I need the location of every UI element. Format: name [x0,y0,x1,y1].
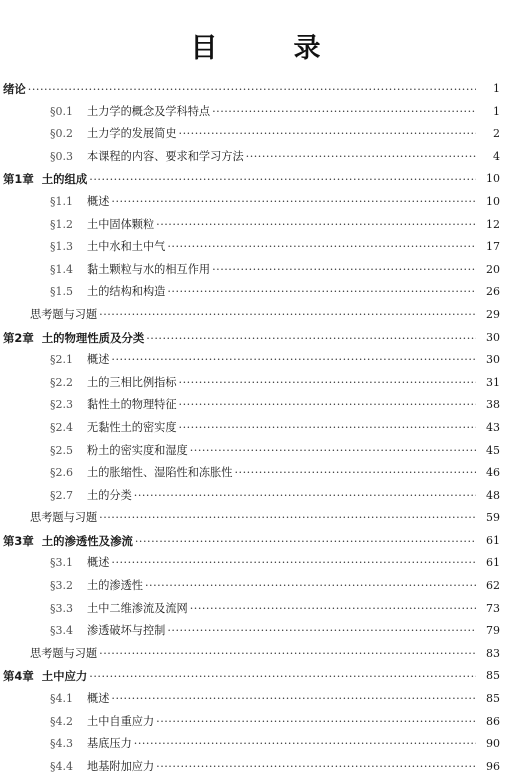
entry-label: 思考题与习题 [30,646,98,660]
toc-entry-text [50,462,476,485]
leader-dots [167,281,476,304]
entry-label: 地基附加应力 [87,759,155,773]
page-title-char-2: 录 [293,33,323,64]
entry-label: 土的结构和构造 [87,285,166,299]
toc-entry-title [50,146,246,169]
chapter-number: 第4章 [3,669,34,684]
section-number: §1.2 [50,217,73,231]
page-number: 61 [486,533,500,547]
section-number: §2.1 [50,353,73,367]
toc-entry-title [30,304,99,327]
toc-entry-title [50,552,111,575]
toc-entry-text [50,101,476,124]
leader-dots [190,598,476,621]
leader-dots [212,259,476,282]
toc-section-entry[interactable] [0,191,513,214]
leader-dots [167,620,476,643]
page-number: 85 [486,692,500,706]
section-number: §1.5 [50,285,73,299]
toc-section-entry[interactable] [0,733,513,756]
leader-dots [134,485,476,508]
toc-entry-title [50,259,212,282]
toc-entry-text [50,756,476,778]
toc-entry-text [50,236,476,259]
entry-label: 基底压力 [87,737,132,751]
toc-entry-text [3,665,476,688]
section-number: §4.3 [50,737,73,751]
toc-entry-title [50,598,190,621]
toc-entry-title [3,78,28,101]
page-number: 4 [493,149,500,163]
page-number: 17 [486,240,500,254]
leader-dots [111,191,476,214]
toc-entry-text [50,598,476,621]
toc-entry-title [50,101,212,124]
page-number: 83 [486,646,500,660]
section-number: §0.2 [50,127,73,141]
toc-section-entry[interactable] [0,236,513,259]
toc-entry-text [50,485,476,508]
page-number: 48 [486,488,500,502]
toc-entry-text [50,191,476,214]
toc-entry-text [50,281,476,304]
toc-section-entry[interactable] [0,259,513,282]
toc-entry-title [50,688,111,711]
toc-section-entry[interactable] [0,417,513,440]
page-number: 30 [486,353,500,367]
section-number: §3.1 [50,556,73,570]
toc-entry-title [50,349,111,372]
toc-section-entry[interactable] [0,440,513,463]
toc-entry-text [50,349,476,372]
leader-dots [190,440,476,463]
entry-label: 本课程的内容、要求和学习方法 [87,149,244,163]
entry-label: 土的物理性质及分类 [41,330,145,345]
section-number: §1.1 [50,194,73,208]
leader-dots [89,666,476,688]
toc-exercise-entry[interactable] [0,507,513,530]
leader-dots [135,531,476,553]
toc-entry-title [50,440,190,463]
page-number: 38 [486,398,500,412]
entry-label: 无黏性土的密实度 [87,420,177,434]
toc-entry-text [30,643,476,666]
section-number: §2.6 [50,466,73,480]
page-number: 43 [486,420,500,434]
toc-entry-text [50,440,476,463]
toc-entry-title [50,236,167,259]
page-title [0,26,513,65]
toc-section-entry[interactable] [0,575,513,598]
toc-chapter-entry[interactable] [0,168,513,191]
leader-dots [179,417,476,440]
toc-section-entry[interactable] [0,620,513,643]
page-number: 10 [486,194,500,208]
leader-dots [156,711,476,734]
entry-label: 黏土颗粒与水的相互作用 [87,262,211,276]
toc-entry-text [50,711,476,734]
toc-section-entry[interactable] [0,146,513,169]
toc-entry-title [50,711,156,734]
table-of-contents [0,78,513,778]
toc-entry-title [50,733,134,756]
toc-section-entry[interactable] [0,101,513,124]
page-number: 59 [486,511,500,525]
toc-section-entry[interactable] [0,688,513,711]
page-number: 86 [486,714,500,728]
page-number: 90 [486,737,500,751]
entry-label: 土的组成 [41,172,88,187]
entry-label: 土中固体颗粒 [87,217,155,231]
toc-section-entry[interactable] [0,123,513,146]
entry-label: 土的分类 [87,488,132,502]
leader-dots [179,123,476,146]
entry-label: 土中水和土中气 [87,240,166,254]
leader-dots [99,643,476,666]
page-number: 2 [493,127,500,141]
entry-label: 概述 [87,692,110,706]
entry-label: 概述 [87,194,110,208]
entry-label: 土的渗透性及渗流 [41,533,133,548]
toc-chapter-entry[interactable] [0,530,513,553]
toc-entry-title [50,485,134,508]
toc-entry-text [50,417,476,440]
leader-dots [156,756,476,778]
section-number: §1.4 [50,262,73,276]
leader-dots [145,575,476,598]
toc-entry-title [50,281,167,304]
toc-section-entry[interactable] [0,394,513,417]
section-number: §2.3 [50,398,73,412]
entry-label: 粉土的密实度和湿度 [87,443,188,457]
toc-entry-text [50,146,476,169]
leader-dots [212,101,476,124]
leader-dots [89,169,476,191]
leader-dots [99,304,476,327]
page-number: 10 [486,172,500,186]
entry-label: 土中应力 [41,669,88,684]
leader-dots [179,372,476,395]
toc-entry-text [50,688,476,711]
entry-label: 土中自重应力 [87,714,155,728]
toc-entry-title [3,168,89,191]
page-number: 20 [486,262,500,276]
toc-section-entry[interactable] [0,349,513,372]
toc-exercise-entry[interactable] [0,643,513,666]
toc-entry-title [50,620,167,643]
leader-dots [99,507,476,530]
toc-section-entry[interactable] [0,711,513,734]
toc-section-entry[interactable] [0,552,513,575]
toc-entry-title [50,756,156,778]
toc-section-entry[interactable] [0,485,513,508]
section-number: §0.3 [50,149,73,163]
toc-chapter-entry[interactable] [0,327,513,350]
page-number: 30 [486,330,500,344]
section-number: §2.7 [50,488,73,502]
section-number: §4.4 [50,759,73,773]
toc-section-entry[interactable] [0,598,513,621]
chapter-number: 第1章 [3,172,34,187]
chapter-number: 第2章 [3,330,34,345]
entry-label: 概述 [87,556,110,570]
entry-label: 黏性土的物理特征 [87,398,177,412]
page-number: 29 [486,307,500,321]
toc-chapter-entry[interactable] [0,78,513,101]
entry-label: 土的胀缩性、湿陷性和冻胀性 [87,466,233,480]
toc-entry-text [30,507,476,530]
toc-entry-text [50,552,476,575]
toc-entry-text [3,327,476,350]
page-number: 62 [486,579,500,593]
toc-entry-text [3,530,476,553]
entry-label: 绪论 [3,82,26,96]
leader-dots [179,394,476,417]
section-number: §3.4 [50,624,73,638]
page-number: 79 [486,624,500,638]
entry-label: 渗透破坏与控制 [87,624,166,638]
section-number: §2.2 [50,375,73,389]
leader-dots [111,552,476,575]
toc-entry-text [50,733,476,756]
entry-label: 概述 [87,353,110,367]
section-number: §1.3 [50,240,73,254]
page-number: 31 [486,375,500,389]
entry-label: 土中二维渗流及流网 [87,601,188,615]
entry-label: 土的渗透性 [87,579,143,593]
toc-entry-title [50,214,156,237]
toc-section-entry[interactable] [0,462,513,485]
leader-dots [234,462,476,485]
toc-section-entry[interactable] [0,214,513,237]
section-number: §3.3 [50,601,73,615]
toc-entry-title [50,575,145,598]
page-number: 96 [486,759,500,773]
page-number: 61 [486,556,500,570]
toc-entry-title [50,417,179,440]
toc-entry-text [50,394,476,417]
toc-entry-text [30,304,476,327]
toc-entry-title [50,462,234,485]
toc-entry-text [50,214,476,237]
entry-label: 思考题与习题 [30,511,98,525]
toc-section-entry[interactable] [0,756,513,778]
section-number: §2.4 [50,420,73,434]
toc-entry-text [50,372,476,395]
toc-entry-title [50,372,179,395]
toc-entry-text [50,259,476,282]
leader-dots [246,146,476,169]
toc-entry-title [50,123,179,146]
section-number: §4.2 [50,714,73,728]
entry-label: 土力学的概念及学科特点 [87,104,211,118]
section-number: §0.1 [50,104,73,118]
leader-dots [156,214,476,237]
section-number: §3.2 [50,579,73,593]
toc-entry-title [30,507,99,530]
toc-entry-text [50,575,476,598]
page-title-char-1: 目 [190,33,220,64]
page-number: 85 [486,669,500,683]
chapter-number: 第3章 [3,533,34,548]
leader-dots [146,328,476,350]
toc-entry-title [50,394,179,417]
toc-entry-text [3,168,476,191]
leader-dots [111,349,476,372]
entry-label: 思考题与习题 [30,307,98,321]
section-number: §2.5 [50,443,73,457]
page-number: 45 [486,443,500,457]
entry-label: 土力学的发展简史 [87,127,177,141]
toc-entry-title [50,191,111,214]
leader-dots [167,236,476,259]
toc-entry-title [3,665,89,688]
page-number: 73 [486,601,500,615]
page-number: 12 [486,217,500,231]
toc-entry-title [30,643,99,666]
toc-entry-text [50,620,476,643]
toc-exercise-entry[interactable] [0,304,513,327]
leader-dots [134,733,476,756]
entry-label: 土的三相比例指标 [87,375,177,389]
toc-entry-text [50,123,476,146]
page-number: 46 [486,466,500,480]
toc-entry-text [3,78,476,101]
toc-section-entry[interactable] [0,372,513,395]
toc-section-entry[interactable] [0,281,513,304]
toc-entry-title [3,327,146,350]
leader-dots [28,79,476,101]
leader-dots [111,688,476,711]
toc-chapter-entry[interactable] [0,665,513,688]
page-number: 1 [493,104,500,118]
toc-entry-title [3,530,135,553]
section-number: §4.1 [50,692,73,706]
page-number: 1 [493,82,500,95]
page-number: 26 [486,285,500,299]
